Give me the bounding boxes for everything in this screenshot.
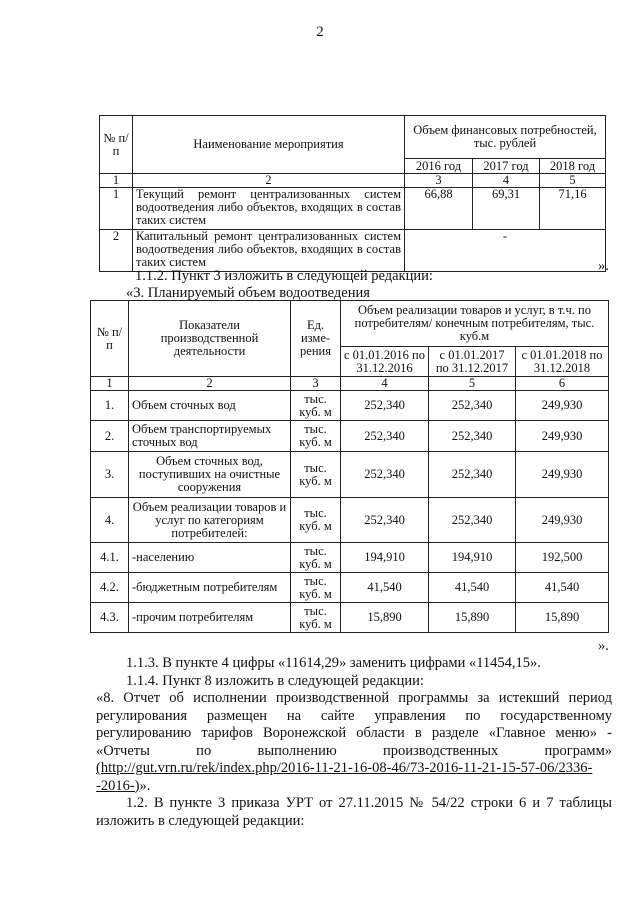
t1-row-name: Текущий ремонт централизованных систем водоотведения либо объектов, входящих в состав таких систем [133, 188, 405, 230]
section-title: «3. Планируемый объем водоотведения [126, 285, 370, 301]
item-1-1-3: 1.1.3. В пункте 4 цифры «11614,29» заменить цифрами «11454,15». [126, 655, 541, 671]
t1-closing-quote: ». [598, 258, 609, 274]
t2-row-unit: тыс. куб. м [291, 603, 341, 633]
t2-row-name: Объем сточных вод [129, 391, 291, 421]
t2-colnum: 3 [291, 377, 341, 391]
t2-row-value: 252,340 [341, 421, 429, 452]
t1-colnum: 5 [540, 174, 606, 188]
t2-row-value: 15,890 [429, 603, 516, 633]
t1-row-name: Капитальный ремонт централизованных систем водоотведения либо объектов, входящих в состав таких систем [133, 230, 405, 272]
t2-row-num: 4. [91, 498, 129, 543]
t2-row-value: 249,930 [516, 391, 609, 421]
t2-row-value: 249,930 [516, 421, 609, 452]
t1-row-value: 69,31 [473, 188, 540, 230]
t2-head-indicator: Показатели производственной деятельности [129, 301, 291, 377]
t2-period: с 01.01.2017 по 31.12.2017 [429, 347, 516, 377]
t2-row-value: 252,340 [429, 452, 516, 498]
paragraph-8-end: ». [139, 777, 151, 794]
t2-row-num: 2. [91, 421, 129, 452]
t2-row-value: 252,340 [429, 391, 516, 421]
t2-row-value: 41,540 [516, 573, 609, 603]
t2-row-value: 41,540 [429, 573, 516, 603]
t2-row-value: 192,500 [516, 543, 609, 573]
t1-row-num: 1 [100, 188, 133, 230]
t2-colnum: 2 [129, 377, 291, 391]
report-link[interactable]: (http://gut.vrn.ru/rek/index.php/2016-11-21-16-08-46/73-2016-11-21-15-57-06/2336--2016-) [96, 760, 593, 794]
t2-head-num: № п/п [91, 301, 129, 377]
t2-row-num: 4.3. [91, 603, 129, 633]
t1-year: 2017 год [473, 159, 540, 174]
t2-head-unit: Ед. изме- рения [291, 301, 341, 377]
t2-row-value: 15,890 [341, 603, 429, 633]
t2-row-value: 252,340 [341, 452, 429, 498]
t2-row-value: 194,910 [341, 543, 429, 573]
t2-row-value: 15,890 [516, 603, 609, 633]
paragraph-8 [96, 690, 612, 795]
t2-row-num: 4.2. [91, 573, 129, 603]
table-row [100, 188, 606, 230]
t2-row-name: Объем транспортируемых сточных вод [129, 421, 291, 452]
t2-row-num: 1. [91, 391, 129, 421]
table-row [91, 391, 609, 421]
t1-year: 2016 год [405, 159, 473, 174]
t2-row-value: 252,340 [341, 498, 429, 543]
t1-head-name: Наименование мероприятия [133, 116, 405, 174]
t2-row-name: Объем сточных вод, поступивших на очистные сооружения [129, 452, 291, 498]
t2-row-value: 252,340 [429, 498, 516, 543]
t2-row-value: 41,540 [341, 573, 429, 603]
t1-colnum: 3 [405, 174, 473, 188]
t2-colnum: 1 [91, 377, 129, 391]
page-number: 2 [316, 24, 324, 40]
t1-head-num: № п/п [100, 116, 133, 174]
t2-row-unit: тыс. куб. м [291, 498, 341, 543]
t2-row-unit: тыс. куб. м [291, 421, 341, 452]
item-1-1-2: 1.1.2. Пункт 3 изложить в следующей редакции: [135, 268, 433, 284]
table-row [91, 421, 609, 452]
t2-row-num: 3. [91, 452, 129, 498]
t2-row-value: 194,910 [429, 543, 516, 573]
t2-row-unit: тыс. куб. м [291, 543, 341, 573]
t2-colnum: 5 [429, 377, 516, 391]
t2-head-volume: Объем реализации товаров и услуг, в т.ч. по потребителям/ конечным потребителям, тыс. куб.м [341, 301, 609, 347]
t1-row-num: 2 [100, 230, 133, 272]
t2-period: с 01.01.2016 по 31.12.2016 [341, 347, 429, 377]
t1-colnum: 1 [100, 174, 133, 188]
t2-row-name: -бюджетным потребителям [129, 573, 291, 603]
wastewater-volume-table [90, 300, 609, 633]
t2-row-unit: тыс. куб. м [291, 452, 341, 498]
t2-row-num: 4.1. [91, 543, 129, 573]
t1-colnum: 2 [133, 174, 405, 188]
t2-row-name: Объем реализации товаров и услуг по категориям потребителей: [129, 498, 291, 543]
t2-row-value: 249,930 [516, 452, 609, 498]
t1-head-volume: Объем финансовых потребностей, тыс. рублей [405, 116, 606, 159]
t1-colnum: 4 [473, 174, 540, 188]
t2-period: с 01.01.2018 по 31.12.2018 [516, 347, 609, 377]
table-row [91, 603, 609, 633]
t1-row-value: 66,88 [405, 188, 473, 230]
paragraph-8-text: «8. Отчет об исполнении производственной программы за истекший период регулирования размещен на сайте управления по государственному регулированию тарифов Воронежской области в разделе «Главное меню» - «Отчеты по выполнению производственных программ» [96, 690, 612, 759]
t2-closing-quote: ». [598, 638, 609, 654]
t1-row-dash: - [405, 230, 606, 272]
t2-row-unit: тыс. куб. м [291, 573, 341, 603]
t2-colnum: 4 [341, 377, 429, 391]
t1-row-value: 71,16 [540, 188, 606, 230]
table-row [91, 452, 609, 498]
t2-row-value: 249,930 [516, 498, 609, 543]
t1-year: 2018 год [540, 159, 606, 174]
t2-row-name: -населению [129, 543, 291, 573]
item-1-1-4: 1.1.4. Пункт 8 изложить в следующей редакции: [126, 673, 424, 689]
table-row [91, 543, 609, 573]
t2-row-unit: тыс. куб. м [291, 391, 341, 421]
t2-colnum: 6 [516, 377, 609, 391]
t2-row-value: 252,340 [429, 421, 516, 452]
item-1-2: 1.2. В пункте 3 приказа УРТ от 27.11.2015 № 54/22 строки 6 и 7 таблицы изложить в следующей редакции: [96, 795, 612, 829]
table-row [100, 230, 606, 272]
table-row [91, 573, 609, 603]
t2-row-name: -прочим потребителям [129, 603, 291, 633]
table-row [91, 498, 609, 543]
financial-needs-table [99, 115, 606, 272]
t2-row-value: 252,340 [341, 391, 429, 421]
